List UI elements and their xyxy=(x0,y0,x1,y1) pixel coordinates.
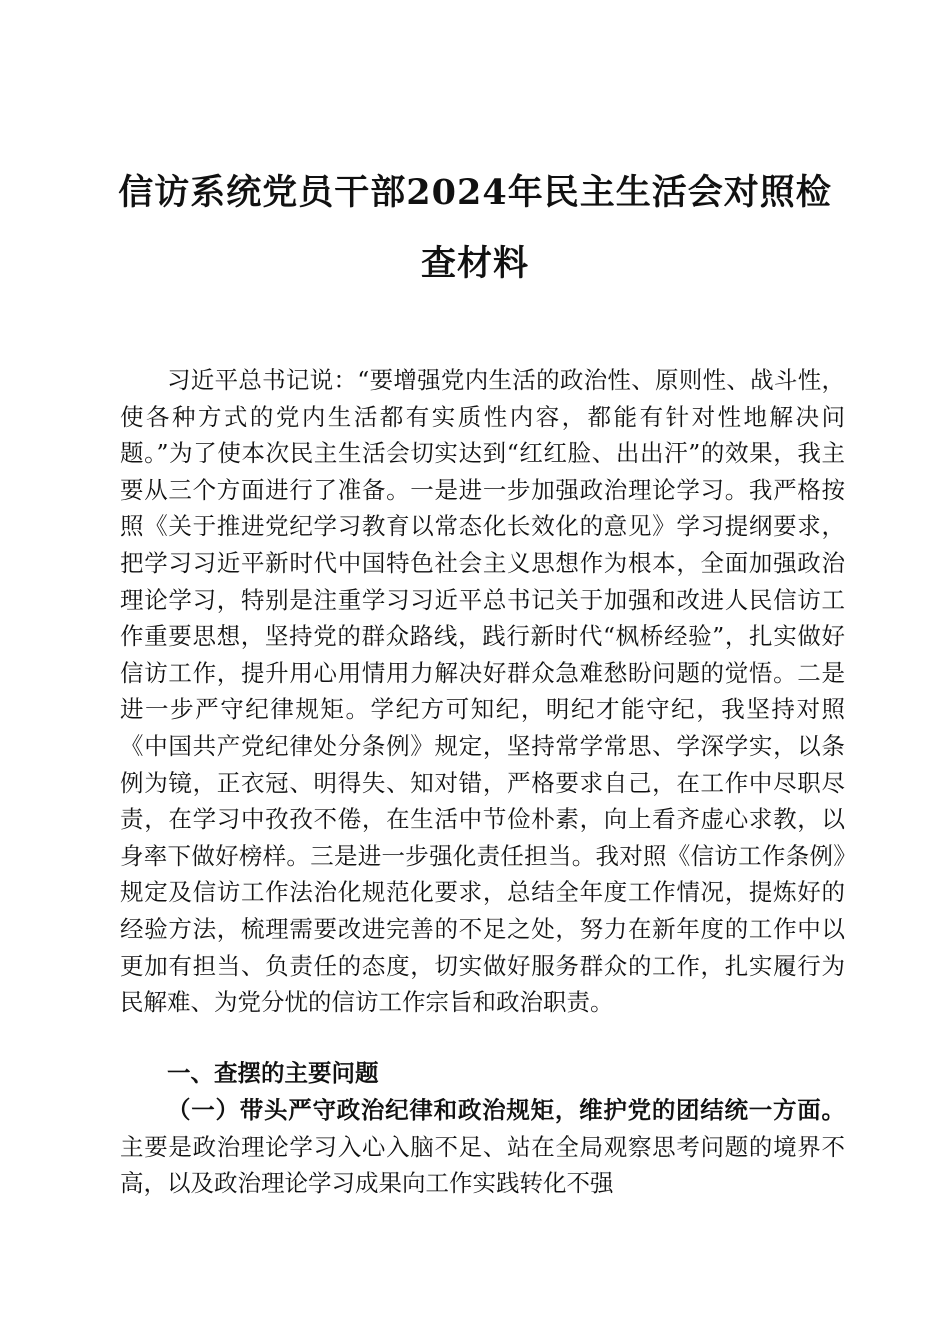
intro-paragraph: 习近平总书记说：“要增强党内生活的政治性、原则性、战斗性，使各种方式的党内生活都有实质性内容，都能有针对性地解决问题。”为了使本次民主生活会切实达到“红红脸、出出汗”的效果，我主要从三个方面进行了准备。一是进一步加强政治理论学习。我严格按照《关于推进党纪学习教育以常态化长效化的意见》学习提纲要求，把学习习近平新时代中国特色社会主义思想作为根本，全面加强政治理论学习，特别是注重学习习近平总书记关于加强和改进人民信访工作重要思想，坚持党的群众路线，践行新时代“枫桥经验”，扎实做好信访工作，提升用心用情用力解决好群众急难愁盼问题的觉悟。二是进一步严守纪律规矩。学纪方可知纪，明纪才能守纪，我坚持对照《中国共产党纪律处分条例》规定，坚持常学常思、学深学实，以条例为镜，正衣冠、明得失、知对错，严格要求自己，在工作中尽职尽责，在学习中孜孜不倦，在生活中节俭朴素，向上看齐虚心求教，以身率下做好榜样。三是进一步强化责任担当。我对照《信访工作条例》规定及信访工作法治化规范化要求，总结全年度工作情况，提炼好的经验方法，梳理需要改进完善的不足之处，努力在新年度的工作中以更加有担当、负责任的态度，切实做好服务群众的工作，扎实履行为民解难、为党分忧的信访工作宗旨和政治职责。 xyxy=(120,366,845,1017)
document-title-line-2: 查材料 xyxy=(420,243,529,284)
section-heading: 一、查摆的主要问题 xyxy=(167,1059,379,1087)
subsection-lead: （一）带头严守政治纪律和政治规矩，维护党的团结统一方面。 xyxy=(167,1096,845,1124)
subsection-paragraph xyxy=(120,1092,845,1202)
document-title-line-1: 信访系统党员干部2024年民主生活会对照检 xyxy=(118,172,832,213)
subsection-text: 主要是政治理论学习入心入脑不足、站在全局观察思考问题的境界不高，以及政治理论学习成果向工作实践转化不强 xyxy=(120,1132,845,1198)
